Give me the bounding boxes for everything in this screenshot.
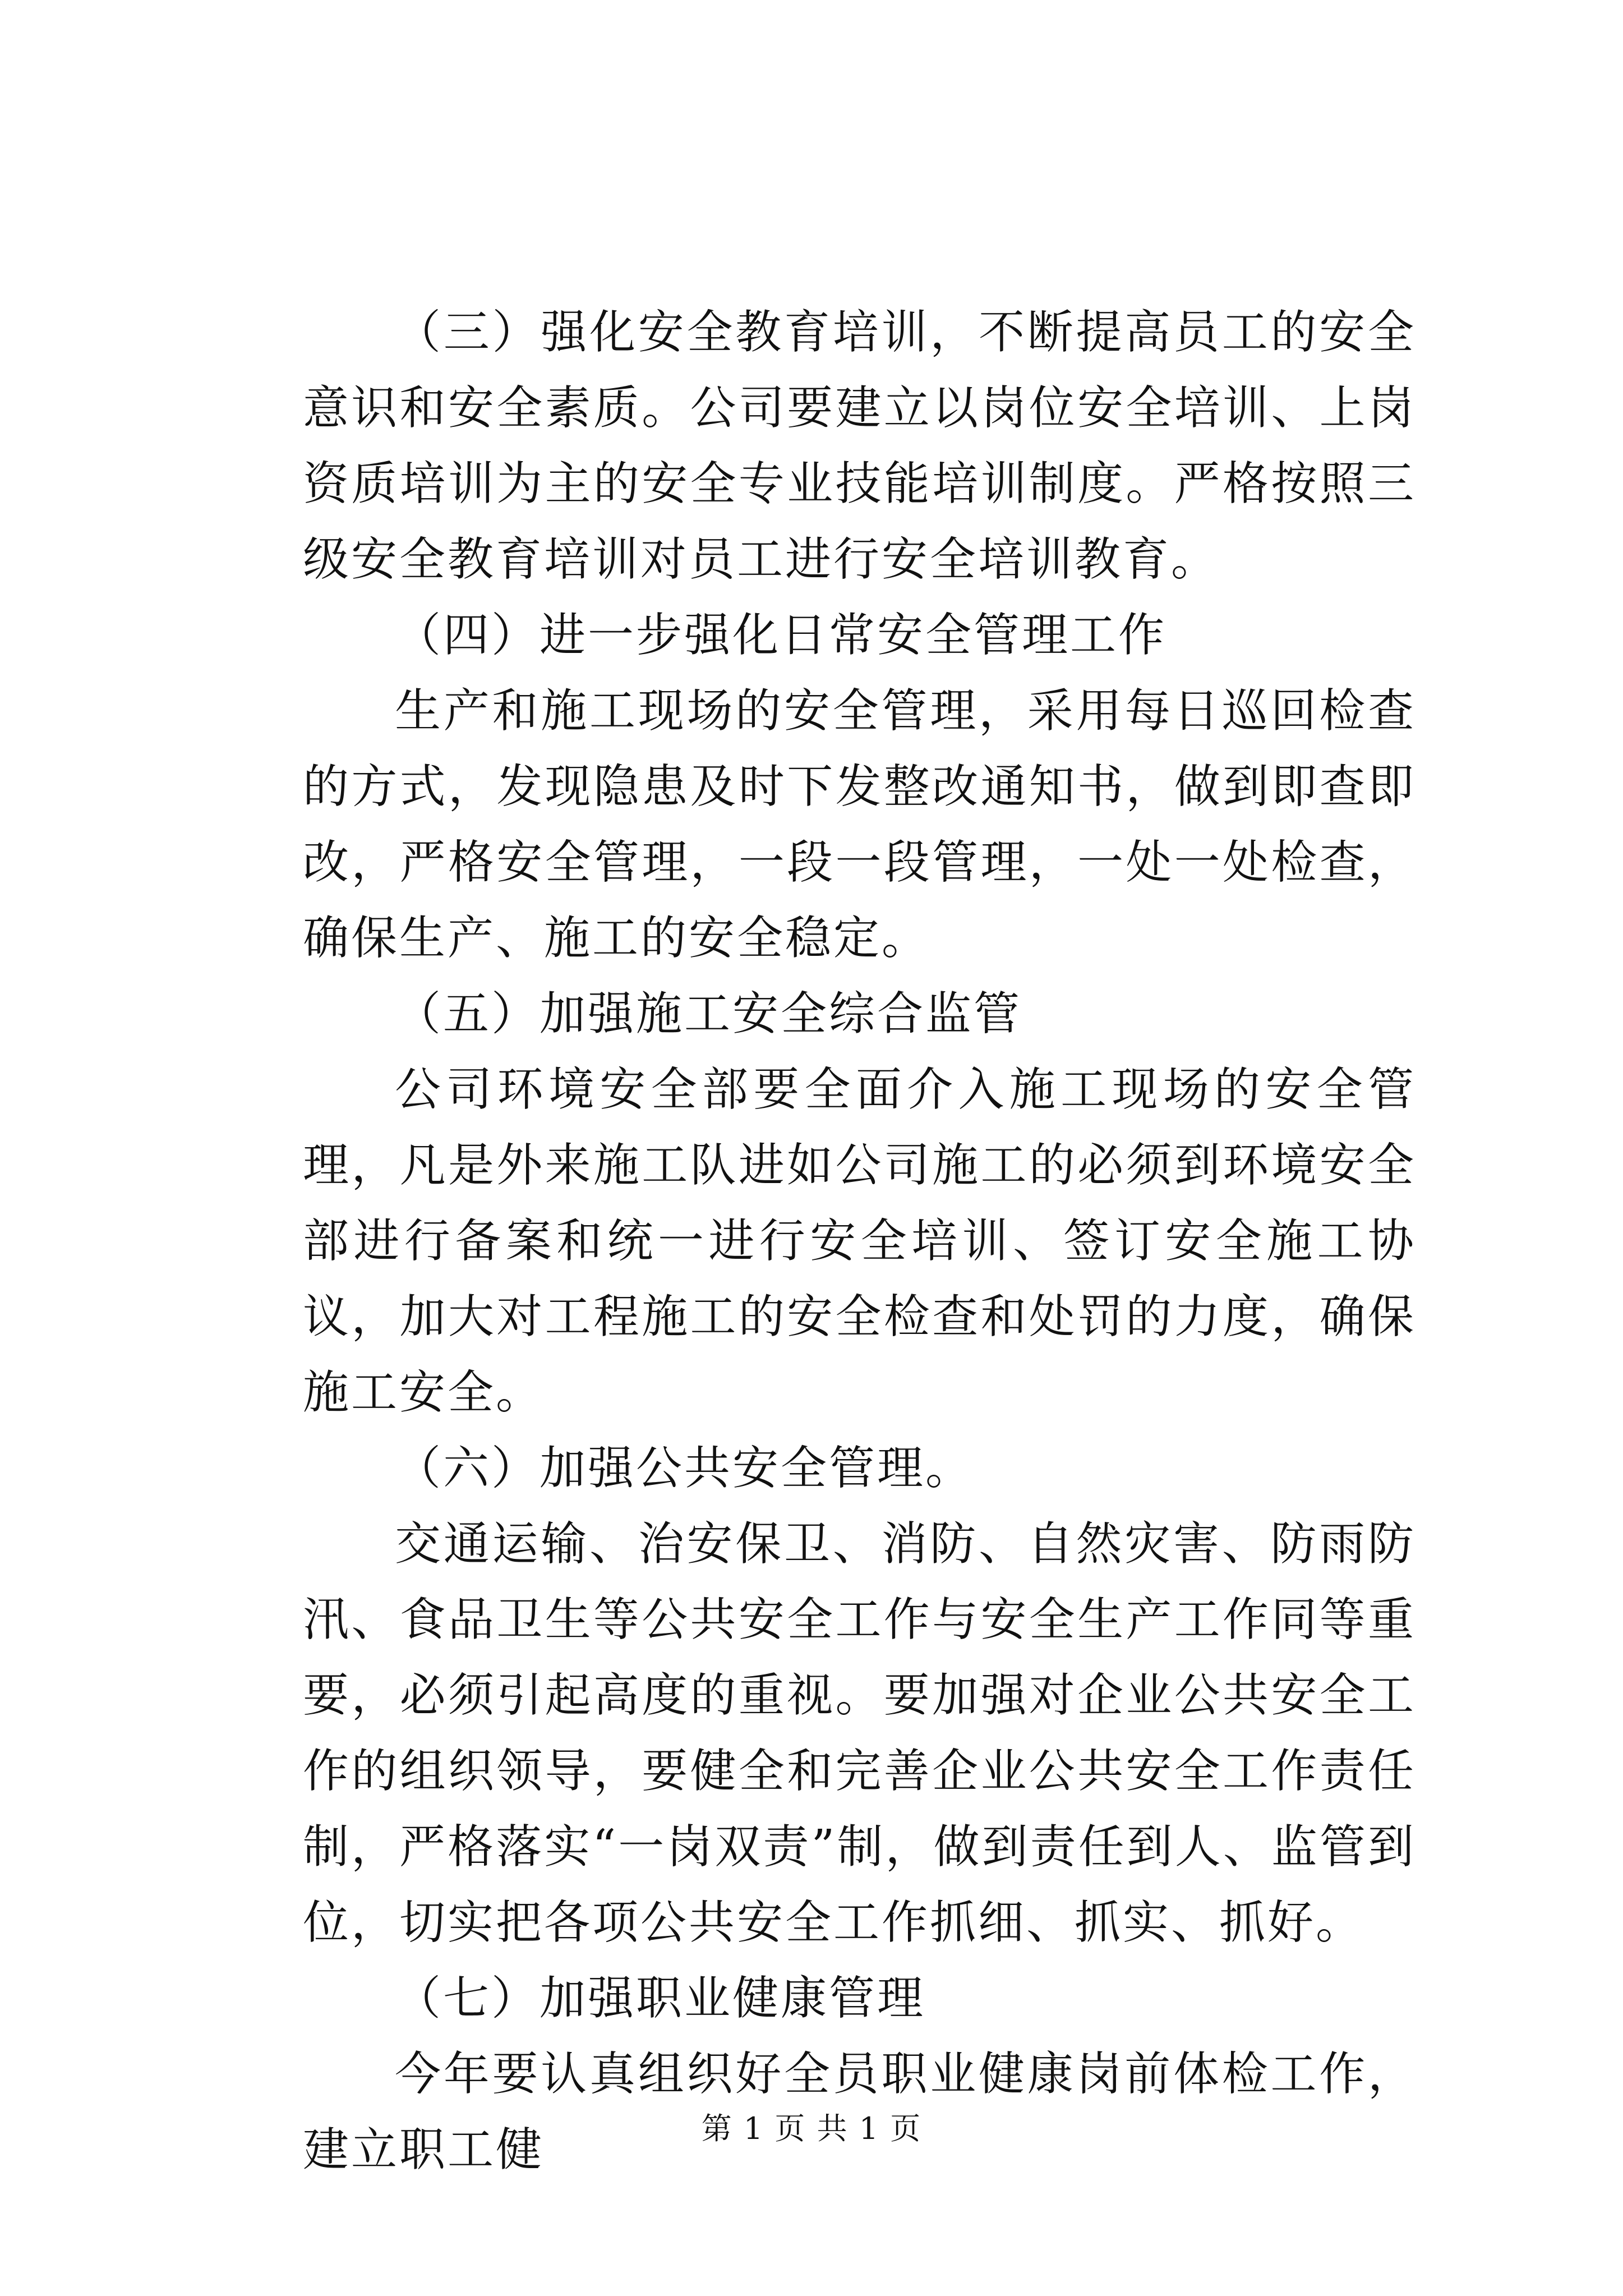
paragraph-public-safety: 交通运输、治安保卫、消防、自然灾害、防雨防汛、食品卫生等公共安全工作与安全生产工作同等重要，必须引起高度的重视。要加强对企业公共安全工作的组织领导，要健全和完善企业公共安全工作责任制，严格落实“一岗双责”制，做到责任到人、监管到位，切实把各项公共安全工作抓细、抓实、抓好。 xyxy=(303,1517,1416,1949)
paragraph-occupational-health: 今年要认真组织好全员职业健康岗前体检工作，建立职工健 xyxy=(303,2047,1416,2177)
paragraph-section-3: （三）强化安全教育培训，不断提高员工的安全意识和安全素质。公司要建立以岗位安全培训、上岗资质培训为主的安全专业技能培训制度。严格按照三级安全教育培训对员工进行安全培训教育。 xyxy=(303,306,1416,586)
page-footer: 第 1 页 共 1 页 xyxy=(701,2111,922,2146)
heading-section-6: （六）加强公共安全管理。 xyxy=(395,1442,974,1495)
document-body xyxy=(303,295,1416,2188)
paragraph-daily-safety: 生产和施工现场的安全管理，采用每日巡回检查的方式，发现隐患及时下发整改通知书，做到即查即改，严格安全管理，一段一段管理，一处一处检查，确保生产、施工的安全稳定。 xyxy=(303,684,1416,965)
heading-section-5: （五）加强施工安全综合监管 xyxy=(395,987,1022,1041)
heading-section-4: （四）进一步强化日常安全管理工作 xyxy=(395,609,1167,662)
paragraph-construction-safety: 公司环境安全部要全面介入施工现场的安全管理，凡是外来施工队进如公司施工的必须到环境安全部进行备案和统一进行安全培训、签订安全施工协议，加大对工程施工的安全检查和处罚的力度，确保施工安全。 xyxy=(303,1063,1416,1419)
heading-section-7: （七）加强职业健康管理 xyxy=(395,1972,926,2025)
